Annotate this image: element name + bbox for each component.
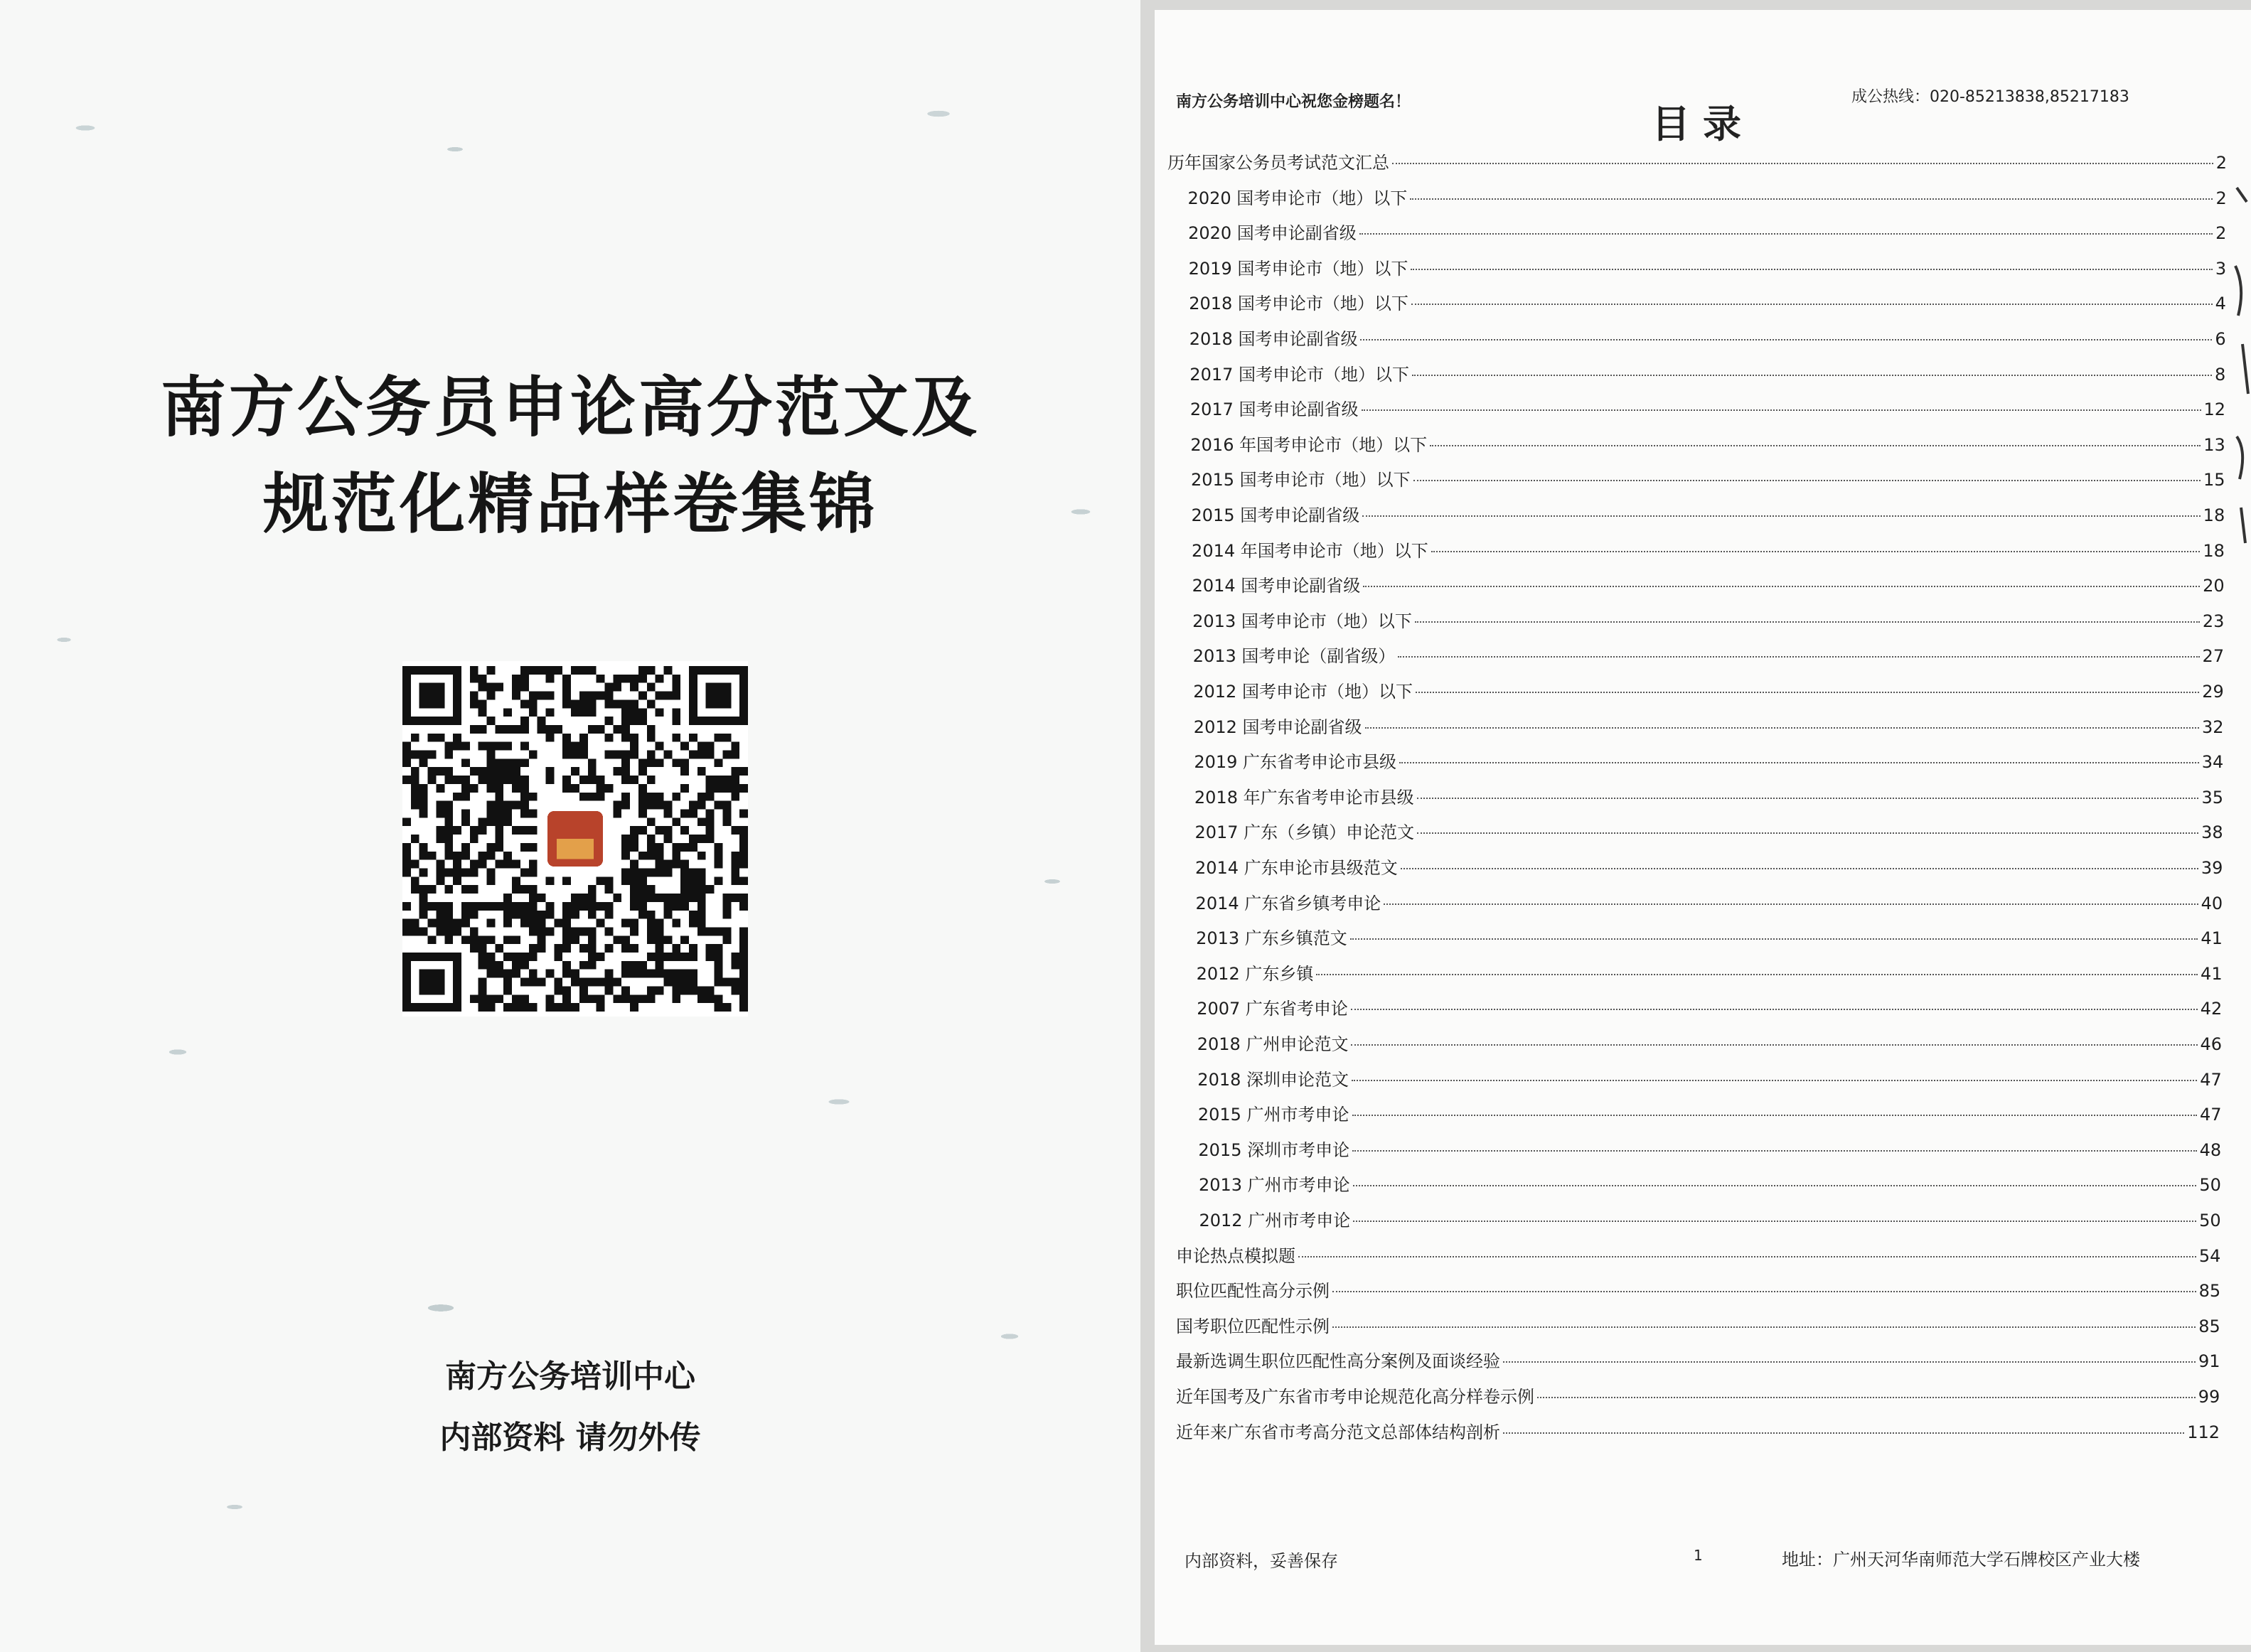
toc-entry-page: 50 [2199, 1175, 2221, 1196]
header-hotline: 成公热线：020-85213838,85217183 [1851, 88, 2129, 106]
toc-entry [1176, 1422, 2220, 1443]
toc-entry-page: 91 [2198, 1351, 2220, 1372]
toc-entry [1197, 1069, 2221, 1090]
toc-entry-page: 27 [2202, 646, 2225, 667]
toc-entry-label: 2012 国考申论市（地）以下 [1193, 682, 1413, 702]
toc-entry [1189, 258, 2227, 279]
toc-entry-page: 85 [2198, 1281, 2221, 1302]
toc-entry-label: 2018 国考申论副省级 [1189, 329, 1358, 349]
toc-entry-page: 39 [2201, 858, 2223, 878]
org-name: 南方公务培训中心 [445, 1358, 695, 1395]
toc-entry [1192, 611, 2224, 632]
toc-entry-label: 近年来广东省市考高分范文总部体结构剖析 [1176, 1422, 1500, 1442]
toc-entry-label: 2012 国考申论副省级 [1193, 717, 1362, 737]
toc-dot-leader [1298, 1256, 2196, 1257]
toc-entry-page: 112 [2187, 1422, 2220, 1442]
toc-entry [1189, 364, 2225, 385]
toc-entry-label: 2016 年国考申论市（地）以下 [1190, 434, 1428, 455]
toc-entry-page: 99 [2198, 1387, 2220, 1407]
toc-dot-leader [1417, 832, 2198, 834]
toc-entry [1193, 645, 2224, 667]
toc-entry [1192, 575, 2225, 596]
toc-dot-leader [1411, 304, 2213, 305]
toc-entry-page: 3 [2215, 258, 2227, 279]
toc-entry [1189, 328, 2226, 350]
toc-entry-page: 15 [2203, 470, 2225, 490]
toc-dot-leader [1352, 1150, 2197, 1152]
toc-dot-leader [1362, 409, 2201, 411]
toc-entry-label: 2015 国考申论市（地）以下 [1190, 470, 1411, 490]
toc-entry [1189, 293, 2226, 314]
toc-entry-page: 85 [2198, 1316, 2220, 1336]
toc-dot-leader [1431, 551, 2201, 552]
toc-dot-leader [1537, 1397, 2196, 1398]
toc-entry-page: 6 [2215, 329, 2226, 349]
toc-entry [1193, 681, 2224, 702]
toc-entry [1196, 928, 2223, 949]
toc-dot-leader [1363, 586, 2200, 587]
toc-entry-page: 23 [2202, 611, 2225, 631]
toc-entry-label: 近年国考及广东省市考申论规范化高分样卷示例 [1176, 1387, 1534, 1407]
toc-dot-leader [1503, 1361, 2196, 1363]
toc-entry-label: 2015 深圳市考申论 [1198, 1139, 1350, 1160]
toc-entry-page: 41 [2201, 963, 2223, 984]
toc-dot-leader [1416, 692, 2199, 693]
toc-entry [1188, 222, 2226, 244]
margin-scribble [2233, 181, 2251, 550]
toc-entry-page: 48 [2199, 1139, 2222, 1160]
toc-entry-page: 18 [2203, 505, 2225, 525]
toc-entry-page: 12 [2203, 399, 2226, 420]
footer-note: 内部资料，妥善保存 [1185, 1551, 1338, 1571]
toc-dot-leader [1351, 1044, 2197, 1046]
toc-entry [1176, 1245, 2220, 1267]
toc-entry-label: 职位匹配性高分示例 [1176, 1281, 1330, 1302]
toc-entry-page: 8 [2215, 364, 2226, 385]
toc-dot-leader [1353, 1185, 2197, 1186]
toc-dot-leader [1399, 762, 2199, 763]
toc-entry [1167, 152, 2227, 173]
toc-dot-leader [1413, 480, 2201, 481]
cover-title-line1: 南方公务员申论高分范文及 [160, 370, 980, 446]
toc-entry [1190, 434, 2225, 456]
toc-entry-page: 38 [2201, 822, 2223, 843]
toc-entry-page: 20 [2203, 576, 2225, 596]
toc-entry-label: 2019 国考申论市（地）以下 [1188, 258, 1408, 279]
toc-entry [1197, 963, 2223, 985]
toc-dot-leader [1412, 375, 2212, 376]
toc-entry-label: 2018 年广东省考申论市县级 [1194, 787, 1414, 808]
toc-entry-label: 2007 广东省考申论 [1197, 999, 1348, 1019]
toc-entry-label: 2019 广东省考申论市县级 [1194, 752, 1397, 773]
toc-dot-leader [1352, 1115, 2197, 1116]
toc-entry-label: 国考职位匹配性示例 [1176, 1316, 1330, 1336]
toc-entry [1194, 751, 2223, 773]
toc-entry-label: 2018 国考申论市（地）以下 [1189, 294, 1408, 314]
toc-entry-label: 2014 年国考申论市（地）以下 [1192, 540, 1428, 561]
toc-dot-leader [1384, 903, 2198, 905]
toc-entry-label: 2013 广东乡镇范文 [1196, 928, 1347, 949]
toc-entry-page: 42 [2200, 999, 2223, 1019]
toc-dot-leader [1332, 1326, 2196, 1328]
toc-entry-label: 最新选调生职位匹配性高分案例及面谈经验 [1176, 1351, 1500, 1372]
qr-code-graphic [402, 661, 748, 1017]
toc-list [1155, 10, 2251, 1645]
toc-entry [1198, 1139, 2221, 1161]
toc-entry-page: 40 [2201, 893, 2223, 913]
toc-dot-leader [1392, 163, 2213, 164]
toc-dot-leader [1415, 621, 2200, 623]
toc-entry-page: 2 [2215, 223, 2227, 244]
toc-dot-leader [1316, 974, 2198, 975]
toc-dot-leader [1398, 656, 2199, 658]
toc-entry [1176, 1386, 2220, 1407]
toc-entry-page: 29 [2202, 682, 2224, 702]
toc-entry [1197, 998, 2222, 1019]
toc-dot-leader [1332, 1291, 2196, 1292]
toc-entry-page: 50 [2199, 1211, 2221, 1230]
toc-entry [1198, 1104, 2222, 1125]
toc-page [1155, 10, 2251, 1645]
toc-entry [1192, 540, 2225, 562]
toc-dot-leader [1503, 1432, 2184, 1434]
header-slogan: 南方公务培训中心祝您金榜题名！ [1176, 93, 1411, 111]
toc-entry-label: 2018 广州申论范文 [1197, 1034, 1349, 1054]
toc-entry-label: 2013 国考申论（副省级） [1192, 646, 1396, 667]
toc-dot-leader [1417, 798, 2199, 799]
footer-page-number: 1 [1694, 1547, 1703, 1564]
toc-entry-page: 2 [2215, 188, 2227, 208]
toc-entry [1176, 1280, 2220, 1302]
toc-dot-leader [1410, 198, 2213, 200]
toc-dot-leader [1411, 269, 2213, 270]
toc-entry-label: 2020 国考申论市（地）以下 [1187, 188, 1408, 208]
internal-notice: 内部资料 请勿外传 [439, 1420, 701, 1456]
toc-entry-label: 2013 国考申论市（地）以下 [1192, 611, 1412, 631]
toc-entry [1192, 505, 2225, 526]
toc-entry-label: 2018 深圳申论范文 [1197, 1069, 1349, 1090]
toc-dot-leader [1362, 515, 2200, 517]
toc-title: 目录 [1652, 102, 1754, 146]
toc-entry-label: 2015 国考申论副省级 [1191, 505, 1360, 525]
toc-entry-label: 申论热点模拟题 [1176, 1245, 1295, 1266]
toc-entry [1188, 188, 2227, 209]
toc-entry-page: 35 [2201, 787, 2223, 808]
toc-entry [1195, 857, 2223, 879]
toc-entry-page: 34 [2201, 752, 2224, 773]
toc-entry-label: 2017 国考申论副省级 [1189, 399, 1359, 420]
toc-entry-label: 2015 广州市考申论 [1197, 1105, 1349, 1125]
toc-entry [1176, 1351, 2220, 1372]
toc-entry [1196, 893, 2223, 914]
toc-entry-label: 2017 国考申论市（地）以下 [1189, 364, 1410, 385]
toc-dot-leader [1430, 445, 2201, 446]
toc-entry-label: 历年国家公务员考试范文汇总 [1167, 153, 1389, 173]
toc-entry-page: 2 [2215, 153, 2227, 173]
toc-entry-page: 41 [2201, 928, 2223, 949]
toc-entry [1176, 1316, 2220, 1337]
toc-entry-page: 32 [2202, 717, 2224, 737]
toc-entry-page: 47 [2199, 1105, 2222, 1125]
toc-entry-page: 47 [2200, 1069, 2222, 1090]
toc-dot-leader [1401, 868, 2198, 869]
footer-address: 地址：广州天河华南师范大学石牌校区产业大楼 [1782, 1550, 2140, 1570]
toc-dot-leader [1359, 233, 2213, 235]
toc-dot-leader [1351, 1009, 2198, 1010]
toc-entry-page: 13 [2203, 434, 2225, 455]
toc-entry [1194, 717, 2224, 738]
toc-dot-leader [1353, 1221, 2196, 1222]
toc-entry [1194, 822, 2223, 843]
toc-entry-label: 2014 国考申论副省级 [1192, 576, 1361, 596]
cover-title-line2: 规范化精品样卷集锦 [262, 466, 877, 542]
toc-entry-page: 54 [2198, 1245, 2221, 1266]
toc-entry [1190, 399, 2225, 420]
toc-entry-page: 46 [2200, 1034, 2223, 1054]
toc-entry-label: 2014 广东申论市县级范文 [1195, 858, 1398, 878]
toc-entry [1191, 469, 2225, 490]
toc-entry [1197, 1034, 2222, 1055]
toc-dot-leader [1350, 938, 2198, 940]
toc-entry [1199, 1210, 2221, 1231]
toc-entry-label: 2013 广州市考申论 [1198, 1175, 1350, 1196]
toc-entry-label: 2020 国考申论副省级 [1188, 223, 1357, 244]
toc-dot-leader [1360, 339, 2212, 340]
toc-entry-label: 2012 广东乡镇 [1196, 963, 1314, 984]
toc-entry [1194, 787, 2223, 808]
toc-entry-page: 18 [2203, 540, 2225, 561]
toc-entry-label: 2012 广州市考申论 [1199, 1211, 1351, 1230]
toc-entry-label: 2014 广东省乡镇考申论 [1195, 893, 1381, 913]
toc-entry-label: 2017 广东（乡镇）申论范文 [1194, 822, 1415, 843]
toc-dot-leader [1365, 727, 2199, 729]
qr-code [402, 661, 748, 1017]
toc-dot-leader [1352, 1080, 2197, 1081]
toc-entry [1199, 1174, 2221, 1196]
toc-entry-page: 4 [2215, 294, 2226, 314]
